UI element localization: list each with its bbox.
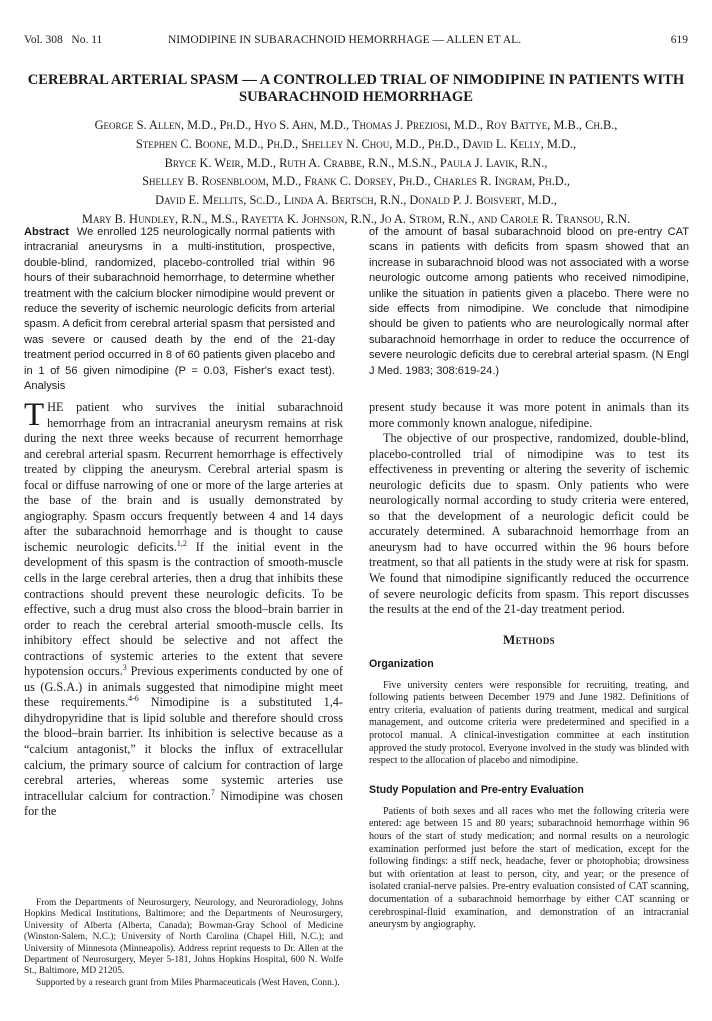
- abstract-text-left: We enrolled 125 neurologically normal patients with intracranial aneurysms in a multi-institution, prospective, double-blind, randomized, placebo-controlled trial within 96 hours of their subarachnoid hemorrhage, to determine whether treatment with the calcium blocker nimodipine would prevent or reduce the severity of ischemic neurologic deficits from arterial spasm. A deficit from cerebral arterial spasm that persisted and was severe or caused death by the end of the 21-day treatment period occurred in 8 of 60 patients given placebo and in 1 of 56 given nimodipine (P = 0.03, Fisher's exact test). Analysis: [24, 226, 335, 393]
- author-line: Mary B. Hundley, R.N., M.S., Rayetta K. Johnson, R.N., Jo A. Strom, R.N., and Carole R. Transou, R.N.: [81, 211, 631, 226]
- citation[interactable]: 4-6: [128, 694, 139, 704]
- population-heading: Study Population and Pre-entry Evaluation: [369, 783, 584, 796]
- abstract-right: of the amount of basal subarachnoid blood on pre-entry CAT scans in patients with deficits from spasm showed that an increase in subarachnoid blood was not associated with a worse neurologic outcome among patients who received nimodipine, unlike the situation in patients given a placebo. There were no side effects from nimodipine. We conclude that nimodipine should be given to patients who are neurologically normal after subarachnoid hemorrhage in order to reduce the occurrence of severe neurologic deficits due to cerebral arterial spasm. (N Engl J Med. 1983; 308:619-24.): [369, 226, 689, 377]
- page-number: 619: [670, 34, 688, 46]
- intro-continued-end: Nimodipine was chosen for the: [24, 788, 343, 819]
- abstract-left: [24, 225, 335, 394]
- article-title: CEREBRAL ARTERIAL SPASM — A CONTROLLED TRIAL OF NIMODIPINE IN PATIENTS WITH SUBARACHNOID HEMORRHAGE: [27, 72, 685, 105]
- organization-heading: Organization: [369, 657, 434, 670]
- citation[interactable]: 7: [210, 787, 215, 797]
- author-line: Stephen C. Boone, M.D., Ph.D., Shelley N. Chou, M.D., Ph.D., David L. Kelly, M.D.,: [135, 136, 577, 151]
- intro-paragraph-1: THE patient who survives the initial subarachnoid hemorrhage from an intracranial aneurysm remains at risk during the next three weeks because of recurrent hemorrhage and cerebral arterial spasm. Recurrent hemorrhage is effectively treated by clipping the aneurysm. Cerebral arterial spasm is focal or diffuse narrowing of one or more of the large arteries at the base of the brain and is usually demonstrated by angiography. Spasm occurs frequently between 4 and 14 days after the subarachnoid hemorrhage and is thought to cause ischemic neurologic deficits.$^{1,2}$ If the initial event in the development of this spasm is the contraction of smooth-muscle cells in the large cerebral arteries, then a drug that inhibits these contractions should prevent these neurologic deficits. To be effective, such a drug must also cross the blood–brain barrier in order to reach the cerebral arterial smooth-muscle cells. Its inhibitory effect should be selective and not affect the contractions of systemic arteries to the extent that severe hypotension occurs.$^3$ Previous experiments conducted by one of us (G.S.A.) in animals suggested that nimodipine might meet these requirements.$^{4-6}$ Nimodipine is a substituted 1,4-dihydropyridine that is lipid soluble and therefore should cross the blood–brain barrier. Its inhibition is selective because as a “calcium antagonist,” it blocks the influx of extracellular calcium, the primary source of calcium for contraction of large cerebral arteries, whereas some systemic arteries use intracellular calcium for contraction.$^7$ Nimodipine was chosen for the: [24, 400, 343, 819]
- author-line: David E. Mellits, Sc.D., Linda A. Bertsch, R.N., Donald P. J. Boisvert, M.D.,: [155, 193, 557, 208]
- intro-continuation: present study because it was more potent in animals than its more commonly known analogue, nifedipine.: [369, 400, 689, 430]
- intro-left-column: [24, 400, 343, 870]
- affiliations: From the Departments of Neurosurgery, Neurology, and Neuroradiology, Johns Hopkins Medical Institutions, Baltimore; and the Departments of Neurosurgery, University of Alberta (Alberta, Canada); Bowman-Gray School of Medicine (Winston-Salem, N.C.); University of North Carolina (Chapel Hill, N.C.); and University of Minnesota (Minneapolis). Address reprint requests to Dr. Allen at the Department of Neurosurgery, Meyer 5-181, Johns Hopkins Hospital, 600 N. Wolfe St., Baltimore, MD 21205.: [24, 898, 343, 977]
- running-title: NIMODIPINE IN SUBARACHNOID HEMORRHAGE — ALLEN ET AL.: [168, 34, 522, 46]
- right-column: [369, 400, 689, 932]
- intro-paragraph-2: The objective of our prospective, randomized, double-blind, placebo-controlled trial of nimodipine was to test its effectiveness in preventing or altering the severity of ischemic neurologic deficits due to spasm. Only patients who were neurologically normal according to study criteria were entered, so that the development of a neurologic deficit could be accurately determined. A subarachnoid hemorrhage from an aneurysm had to have occurred within the 96 hours before treatment, so that all patients in the study were at risk for spasm. We found that nimodipine significantly reduced the occurrence of severe neurologic deficits from spasm. This report discusses the results at the end of the 21-day treatment period.: [369, 431, 689, 617]
- citation[interactable]: 1,2: [176, 538, 187, 548]
- organization-text: Five university centers were responsible for recruiting, treating, and following patients between December 1979 and June 1982. Definitions of entry criteria, evaluation of patients during treatment, medical and surgical management, and outcome criteria were predetermined and specified in a protocol manual. A clinical-investigation committee at each institution approved the study protocol. Everyone involved in the study was blinded with respect to the allocation of placebo and nimodipine.: [369, 679, 689, 767]
- author-line: Bryce K. Weir, M.D., Ruth A. Crabbe, R.N., M.S.N., Paula J. Lavik, R.N.,: [164, 155, 548, 170]
- drop-cap: T: [24, 400, 45, 433]
- methods-heading: Methods: [503, 631, 555, 647]
- author-list: [14, 116, 698, 229]
- population-text: Patients of both sexes and all races who met the following criteria were entered: age between 15 and 80 years; subarachnoid hemorrhage within 96 hours of the start of study medication; and normal results on a neurologic examination performed just before the start of medication, except for the following findings: a stiff neck, headache, fever or photophobia; drowsiness but with orientation at least to person, city, and year; or the presence of isolated cranial-nerve palsies. Pre-entry evaluation consisted of CAT scanning, documentation of a subarachnoid hemorrhage by either CAT scanning or cerebrospinal-fluid examination, and demonstration of an intracranial aneurysm by angiography.: [369, 805, 689, 931]
- funding-note: Supported by a research grant from Miles Pharmaceuticals (West Haven, Conn.).: [36, 977, 340, 988]
- abstract-label: Abstract: [24, 226, 70, 238]
- running-head: [24, 34, 688, 50]
- volume-issue: Vol. 308 No. 11: [24, 34, 103, 46]
- footnote: [24, 898, 343, 989]
- author-line: George S. Allen, M.D., Ph.D., Hyo S. Ahn, M.D., Thomas J. Preziosi, M.D., Roy Battye, M.B., Ch.B.,: [94, 118, 618, 132]
- citation[interactable]: 3: [122, 663, 127, 673]
- author-line: Shelley B. Rosenbloom, M.D., Frank C. Dorsey, Ph.D., Charles R. Ingram, Ph.D.,: [142, 174, 570, 189]
